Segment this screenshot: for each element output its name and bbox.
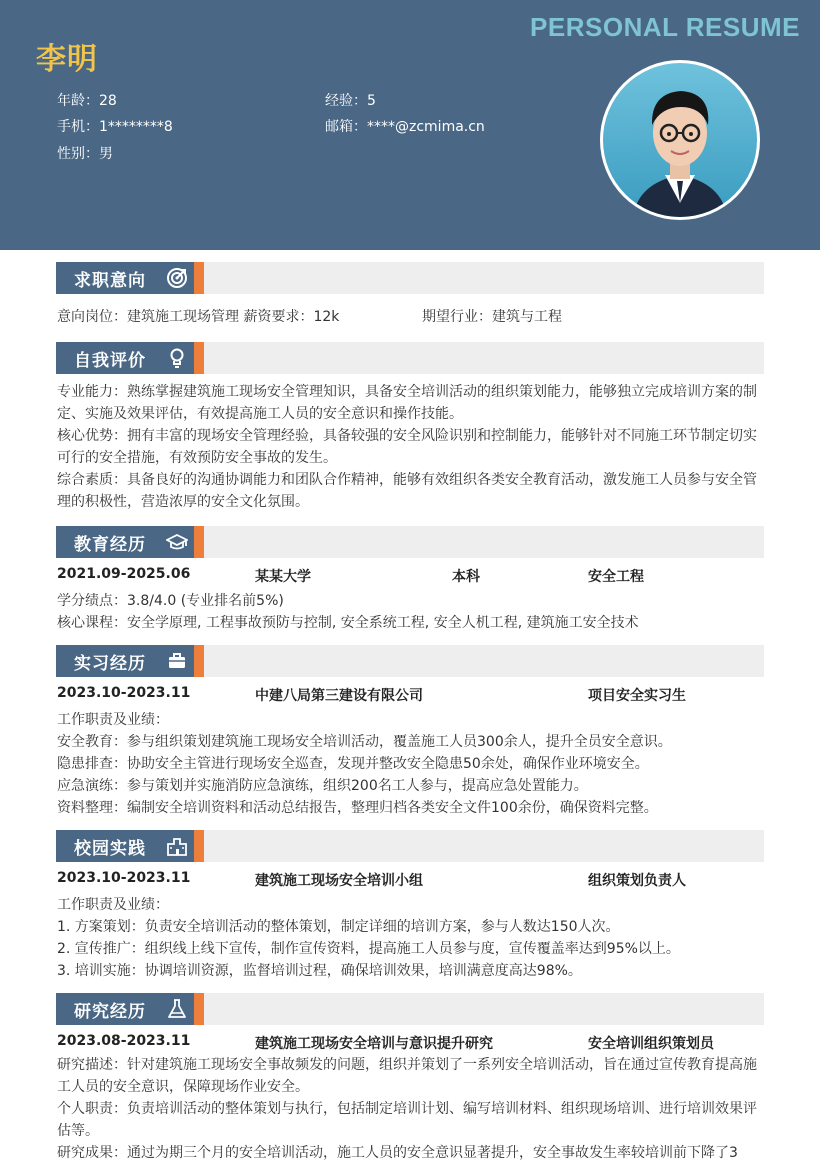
research-paragraph: 个人职责：负责培训活动的整体策划与执行，包括制定培训计划、编写培训材料、组织现场培训、进行培训效果评估等。 xyxy=(57,1101,757,1139)
phone-field: 手机：1********8 xyxy=(57,119,173,135)
age-field: 年龄：28 xyxy=(57,93,117,109)
list-item: 工作职责及业绩： xyxy=(57,712,169,728)
gpa-line: 学分绩点：3.8/4.0 (专业排名前5%) xyxy=(57,593,284,609)
gender-field: 性别：男 xyxy=(57,146,113,162)
document-title: PERSONAL RESUME xyxy=(530,12,800,42)
expected-industry: 期望行业：建筑与工程 xyxy=(422,309,562,325)
list-item: 资料整理：编制安全培训资料和活动总结报告，整理归档各类安全文件100余份，确保资料完整。 xyxy=(57,800,658,816)
list-item: 2. 宣传推广：组织线上线下宣传，制作宣传资料，提高施工人员参与度，宣传覆盖率达到95%以上。 xyxy=(57,941,680,957)
research-paragraph: 研究成果：通过为期三个月的安全培训活动，施工人员的安全意识显著提升，安全事故发生率较培训前下降了3 xyxy=(57,1145,738,1160)
self-eval-paragraph: 专业能力：熟练掌握建筑施工现场安全管理知识，具备安全培训活动的组织策划能力，能够独立完成培训方案的制定、实施及效果评估，有效提高施工人员的安全意识和操作技能。 xyxy=(57,384,757,422)
internship-role: 项目安全实习生 xyxy=(588,688,686,704)
section-job-intent xyxy=(56,262,764,294)
lightbulb-icon xyxy=(166,347,188,369)
briefcase-icon xyxy=(166,650,188,672)
avatar-frame xyxy=(600,60,760,220)
research-role: 安全培训组织策划员 xyxy=(588,1036,714,1052)
list-item: 工作职责及业绩： xyxy=(57,897,169,913)
company-name: 中建八局第三建设有限公司 xyxy=(255,688,423,704)
list-item: 安全教育：参与组织策划建筑施工现场安全培训活动，覆盖施工人员300余人，提升全员安全意识。 xyxy=(57,734,672,750)
target-icon xyxy=(166,267,188,289)
section-self-evaluation xyxy=(56,342,764,374)
education-period: 2021.09-2025.06 xyxy=(57,566,191,582)
section-title: 实习经历 xyxy=(74,654,146,674)
research-period: 2023.08-2023.11 xyxy=(57,1033,191,1049)
avatar xyxy=(603,63,757,217)
self-eval-paragraph: 核心优势：拥有丰富的现场安全管理经验，具备较强的安全风险识别和控制能力，能够针对不同施工环节制定切实可行的安全措施，有效预防安全事故的发生。 xyxy=(57,428,757,466)
self-eval-paragraph: 综合素质：具备良好的沟通协调能力和团队合作精神，能够有效组织各类安全教育活动，激发施工人员参与安全管理的积极性，营造浓厚的安全文化氛围。 xyxy=(57,472,757,510)
section-campus-practice xyxy=(56,830,764,862)
section-internship xyxy=(56,645,764,677)
section-education xyxy=(56,526,764,558)
section-title: 求职意向 xyxy=(74,271,146,291)
internship-period: 2023.10-2023.11 xyxy=(57,685,191,701)
email-field: 邮箱：****@zcmima.cn xyxy=(325,119,485,135)
section-title: 自我评价 xyxy=(74,351,146,371)
campus-role: 组织策划负责人 xyxy=(588,873,686,889)
campus-period: 2023.10-2023.11 xyxy=(57,870,191,886)
list-item: 隐患排查：协助安全主管进行现场安全巡查，发现并整改安全隐患50余处，确保作业环境安全。 xyxy=(57,756,649,772)
degree: 本科 xyxy=(452,569,480,585)
graduation-cap-icon xyxy=(166,531,188,553)
courses-line: 核心课程：安全学原理, 工程事故预防与控制, 安全系统工程, 安全人机工程, 建筑施工安全技术 xyxy=(57,615,639,631)
campus-org: 建筑施工现场安全培训小组 xyxy=(255,873,423,889)
building-icon xyxy=(166,835,188,857)
list-item: 应急演练：参与策划并实施消防应急演练，组织200名工人参与，提高应急处置能力。 xyxy=(57,778,588,794)
candidate-name: 李明 xyxy=(36,42,98,77)
section-title: 教育经历 xyxy=(74,535,146,555)
section-title: 校园实践 xyxy=(74,839,146,859)
list-item: 1. 方案策划：负责安全培训活动的整体策划，制定详细的培训方案，参与人数达150人次。 xyxy=(57,919,620,935)
experience-field: 经验：5 xyxy=(325,93,376,109)
position-salary: 意向岗位：建筑施工现场管理 薪资要求：12k xyxy=(57,309,340,325)
research-paragraph: 研究描述：针对建筑施工现场安全事故频发的问题，组织并策划了一系列安全培训活动，旨在通过宣传教育提高施工人员的安全意识，保障现场作业安全。 xyxy=(57,1057,757,1095)
section-research xyxy=(56,993,764,1025)
research-project: 建筑施工现场安全培训与意识提升研究 xyxy=(255,1036,493,1052)
flask-icon xyxy=(166,998,188,1020)
header-banner xyxy=(0,0,820,250)
major: 安全工程 xyxy=(588,569,644,585)
school-name: 某某大学 xyxy=(255,569,311,585)
list-item: 3. 培训实施：协调培训资源，监督培训过程，确保培训效果，培训满意度高达98%。 xyxy=(57,963,582,979)
section-title: 研究经历 xyxy=(74,1002,146,1022)
